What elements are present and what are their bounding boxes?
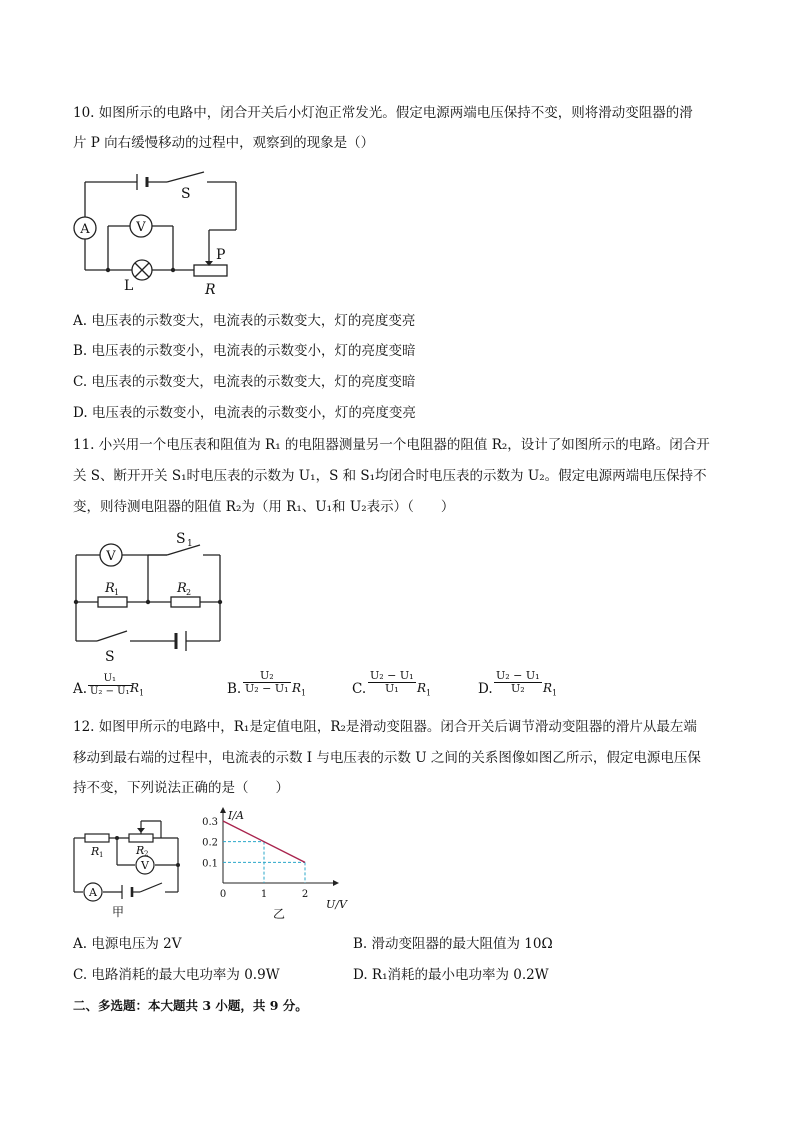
q11-circuit-diagram [70,528,230,663]
x-axis-arrow-icon [333,880,339,886]
q12-option-d[interactable]: D. R₁消耗的最小电功率为 0.2W [353,967,549,983]
r2-sub: 2 [186,588,192,597]
switch-s1-sub: 1 [187,539,193,549]
voltmeter-label: V [136,220,146,235]
q11-option-d-fraction[interactable] [494,670,542,695]
x-tick-label: 0 [219,889,227,900]
switch-label: S [181,186,191,202]
q11-option-c-fraction[interactable] [368,670,416,695]
ammeter-label: A [80,222,90,237]
q10-stem-line2: 片 P 向右缓慢移动的过程中，观察到的现象是（） [73,135,375,151]
q10-option-a[interactable]: A. 电压表的示数变大，电流表的示数变大，灯的亮度变亮 [73,313,416,329]
slider-label: P [216,247,226,263]
r1-label: R [105,581,115,596]
r1-sub: 1 [114,588,120,597]
q11-stem-line3: 变，则待测电阻器的阻值 R₂为（用 R₁、U₁和 U₂表示）（ ） [73,499,455,515]
q11-option-b-fraction[interactable] [243,670,291,695]
figure-caption-jia: 甲 [112,905,125,919]
q11-option-b-r: $R_1$ [292,681,307,698]
r2-label: R [177,581,187,596]
switch-s1-label: S [176,531,186,547]
fraction-numerator: U₂ − U₁ [370,669,414,682]
q11-option-d-label[interactable]: D. [478,681,493,697]
q12-circuit-diagram [70,815,185,920]
voltmeter-label: V [106,549,116,564]
q12-option-b[interactable]: B. 滑动变阻器的最大阻值为 10Ω [353,936,553,952]
y-tick-label: 0.2 [202,837,218,849]
slider-arrow-icon [137,828,145,833]
fraction-numerator: U₁ [88,673,132,686]
fraction-denominator: U₂ [510,682,525,695]
r2-sub: 2 [144,850,149,858]
x-axis-label: U/V [326,898,347,911]
q12-option-c[interactable]: C. 电路消耗的最大电功率为 0.9W [73,967,280,983]
y-tick-label: 0.1 [202,858,218,870]
x-tick-label: 2 [301,889,309,900]
voltmeter-label: V [141,859,149,872]
q12-stem-line2: 移动到最右端的过程中，电流表的示数 I 与电压表的示数 U 之间的关系图像如图乙所示，假定电源电压保 [73,750,701,766]
q12-stem-line3: 持不变，下列说法正确的是（ ） [73,780,289,796]
fraction-numerator: U₂ − U₁ [496,669,540,682]
q11-option-a-fraction[interactable] [88,673,132,698]
ammeter-label: A [89,886,97,899]
y-axis-arrow-icon [220,807,226,813]
q11-option-d-r: $R_1$ [543,681,558,698]
q12-stem-line1: 12. 如图甲所示的电路中，R₁是定值电阻，R₂是滑动变阻器。闭合开关后调节滑动变阻器的滑片从最左端 [73,719,697,735]
r1-label: R [91,845,100,858]
q10-option-b[interactable]: B. 电压表的示数变小，电流表的示数变小，灯的亮度变暗 [73,343,416,359]
q11-stem-line1: 11. 小兴用一个电压表和阻值为 R₁ 的电阻器测量另一个电阻器的阻值 R₂，设计了如图所示的电路。闭合开 [73,437,710,453]
switch-s-label: S [105,649,115,665]
q11-option-a-label[interactable]: A. [73,681,88,697]
q11-option-b-label[interactable]: B. [227,681,242,697]
q11-option-a-r: $R_1$ [130,681,145,698]
q10-option-d[interactable]: D. 电压表的示数变小，电流表的示数变小，灯的亮度变亮 [73,405,416,421]
q11-option-c-label[interactable]: C. [352,681,367,697]
figure-caption-yi: 乙 [273,907,286,921]
fraction-denominator: U₂ − U₁ [245,682,289,695]
r2-label: R [136,844,145,857]
y-axis-label: I/A [228,809,244,822]
fraction-denominator: U₁ [384,682,399,695]
q12-iv-chart [195,805,355,923]
lamp-label: L [124,278,134,294]
q12-option-a[interactable]: A. 电源电压为 2V [73,936,182,952]
q10-option-c[interactable]: C. 电压表的示数变大，电流表的示数变大，灯的亮度变暗 [73,374,416,390]
y-tick-label: 0.3 [202,817,218,828]
r1-sub: 1 [99,851,104,859]
q10-circuit-diagram [72,168,252,298]
x-tick-label: 1 [260,889,268,900]
fraction-denominator: U₂ − U₁ [90,686,130,697]
q10-stem-line1: 10. 如图所示的电路中，闭合开关后小灯泡正常发光。假定电源两端电压保持不变，则将滑动变阻器的滑 [73,105,693,121]
section-heading-multiple-choice: 二、多选题：本大题共 3 小题，共 9 分。 [73,998,308,1013]
rheostat-label: R [205,282,216,298]
q11-stem-line2: 关 S、断开开关 S₁时电压表的示数为 U₁，S 和 S₁均闭合时电压表的示数为 U₂。假定电源两端电压保持不 [73,468,707,484]
fraction-numerator: U₂ [243,670,291,683]
q11-option-c-r: $R_1$ [417,681,432,698]
